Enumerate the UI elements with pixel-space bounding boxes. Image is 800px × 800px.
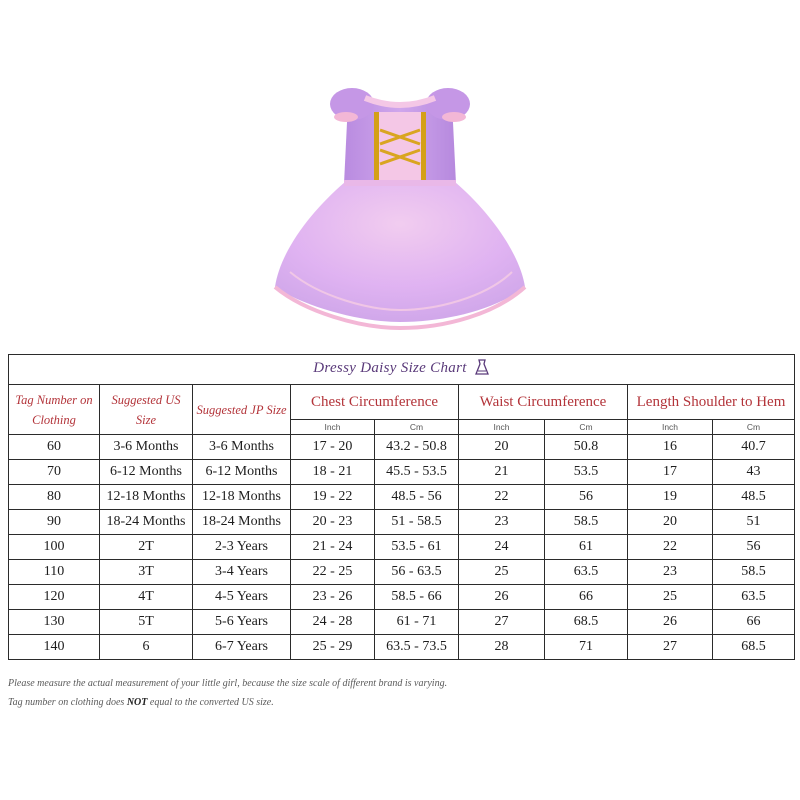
subheader-waist-inch: Inch bbox=[459, 420, 545, 435]
cell-chest-cm: 45.5 - 53.5 bbox=[375, 460, 459, 485]
cell-tag: 100 bbox=[9, 535, 100, 560]
cell-us: 3T bbox=[100, 560, 193, 585]
cell-waist-in: 22 bbox=[459, 485, 545, 510]
note-measure: Please measure the actual measurement of your little girl, because the size scale of different brand is varying. bbox=[8, 678, 448, 689]
cell-len-cm: 58.5 bbox=[713, 560, 795, 585]
table-row bbox=[9, 635, 795, 660]
cell-len-cm: 40.7 bbox=[713, 435, 795, 460]
cell-len-in: 19 bbox=[628, 485, 713, 510]
cell-len-in: 26 bbox=[628, 610, 713, 635]
cell-waist-in: 20 bbox=[459, 435, 545, 460]
table-row bbox=[9, 435, 795, 460]
cell-jp: 18-24 Months bbox=[193, 510, 291, 535]
cell-chest-cm: 56 - 63.5 bbox=[375, 560, 459, 585]
cell-len-cm: 63.5 bbox=[713, 585, 795, 610]
cell-tag: 70 bbox=[9, 460, 100, 485]
cell-chest-cm: 58.5 - 66 bbox=[375, 585, 459, 610]
cell-chest-in: 21 - 24 bbox=[291, 535, 375, 560]
cell-len-cm: 68.5 bbox=[713, 635, 795, 660]
header-waist: Waist Circumference bbox=[459, 385, 628, 420]
subheader-chest-cm: Cm bbox=[375, 420, 459, 435]
cell-tag: 60 bbox=[9, 435, 100, 460]
cell-us: 6 bbox=[100, 635, 193, 660]
cell-waist-in: 24 bbox=[459, 535, 545, 560]
size-rows bbox=[9, 435, 795, 660]
cell-jp: 3-4 Years bbox=[193, 560, 291, 585]
dress-icon bbox=[474, 359, 490, 380]
dress-illustration bbox=[250, 82, 550, 352]
table-row bbox=[9, 585, 795, 610]
cell-len-in: 20 bbox=[628, 510, 713, 535]
cell-us: 4T bbox=[100, 585, 193, 610]
subheader-length-cm: Cm bbox=[713, 420, 795, 435]
cell-chest-in: 22 - 25 bbox=[291, 560, 375, 585]
header-tag-number: Tag Number on Clothing bbox=[9, 385, 100, 435]
cell-chest-in: 17 - 20 bbox=[291, 435, 375, 460]
cell-chest-in: 25 - 29 bbox=[291, 635, 375, 660]
cell-jp: 12-18 Months bbox=[193, 485, 291, 510]
subheader-waist-cm: Cm bbox=[545, 420, 628, 435]
cell-chest-cm: 51 - 58.5 bbox=[375, 510, 459, 535]
cell-waist-cm: 63.5 bbox=[545, 560, 628, 585]
cell-us: 18-24 Months bbox=[100, 510, 193, 535]
cell-tag: 130 bbox=[9, 610, 100, 635]
cell-jp: 6-7 Years bbox=[193, 635, 291, 660]
cell-waist-in: 26 bbox=[459, 585, 545, 610]
cell-waist-cm: 68.5 bbox=[545, 610, 628, 635]
cell-us: 12-18 Months bbox=[100, 485, 193, 510]
cell-waist-in: 27 bbox=[459, 610, 545, 635]
cell-waist-cm: 66 bbox=[545, 585, 628, 610]
chart-title-text: Dressy Daisy Size Chart bbox=[313, 360, 467, 376]
cell-us: 3-6 Months bbox=[100, 435, 193, 460]
cell-waist-cm: 53.5 bbox=[545, 460, 628, 485]
chart-title bbox=[9, 355, 795, 385]
cell-len-in: 17 bbox=[628, 460, 713, 485]
cell-jp: 5-6 Years bbox=[193, 610, 291, 635]
cell-us: 2T bbox=[100, 535, 193, 560]
cell-jp: 2-3 Years bbox=[193, 535, 291, 560]
cell-chest-in: 24 - 28 bbox=[291, 610, 375, 635]
cell-waist-cm: 71 bbox=[545, 635, 628, 660]
cell-waist-in: 23 bbox=[459, 510, 545, 535]
cell-waist-in: 21 bbox=[459, 460, 545, 485]
cell-len-in: 22 bbox=[628, 535, 713, 560]
cell-tag: 110 bbox=[9, 560, 100, 585]
table-row bbox=[9, 485, 795, 510]
cell-waist-in: 25 bbox=[459, 560, 545, 585]
table-row bbox=[9, 560, 795, 585]
cell-len-in: 25 bbox=[628, 585, 713, 610]
cell-jp: 3-6 Months bbox=[193, 435, 291, 460]
subheader-chest-inch: Inch bbox=[291, 420, 375, 435]
header-length: Length Shoulder to Hem bbox=[628, 385, 795, 420]
cell-chest-in: 23 - 26 bbox=[291, 585, 375, 610]
cell-waist-cm: 56 bbox=[545, 485, 628, 510]
cell-jp: 6-12 Months bbox=[193, 460, 291, 485]
table-row bbox=[9, 535, 795, 560]
cell-tag: 120 bbox=[9, 585, 100, 610]
note-tag-post: equal to the converted US size. bbox=[147, 697, 274, 708]
cell-chest-in: 20 - 23 bbox=[291, 510, 375, 535]
note-tag-pre: Tag number on clothing does bbox=[8, 697, 127, 708]
cell-len-cm: 43 bbox=[713, 460, 795, 485]
cell-len-in: 23 bbox=[628, 560, 713, 585]
header-chest: Chest Circumference bbox=[291, 385, 459, 420]
size-chart-table bbox=[8, 354, 795, 660]
cell-us: 5T bbox=[100, 610, 193, 635]
cell-us: 6-12 Months bbox=[100, 460, 193, 485]
cell-chest-in: 18 - 21 bbox=[291, 460, 375, 485]
cell-chest-cm: 53.5 - 61 bbox=[375, 535, 459, 560]
header-jp-size: Suggested JP Size bbox=[193, 385, 291, 435]
cell-len-in: 27 bbox=[628, 635, 713, 660]
cell-waist-cm: 58.5 bbox=[545, 510, 628, 535]
dress-product-image bbox=[250, 82, 550, 352]
cell-len-cm: 48.5 bbox=[713, 485, 795, 510]
table-row bbox=[9, 510, 795, 535]
cell-len-cm: 66 bbox=[713, 610, 795, 635]
cell-chest-cm: 61 - 71 bbox=[375, 610, 459, 635]
cell-waist-in: 28 bbox=[459, 635, 545, 660]
cell-jp: 4-5 Years bbox=[193, 585, 291, 610]
cell-chest-cm: 48.5 - 56 bbox=[375, 485, 459, 510]
subheader-length-inch: Inch bbox=[628, 420, 713, 435]
header-us-size: Suggested US Size bbox=[100, 385, 193, 435]
cell-tag: 80 bbox=[9, 485, 100, 510]
cell-len-in: 16 bbox=[628, 435, 713, 460]
cell-len-cm: 51 bbox=[713, 510, 795, 535]
table-row bbox=[9, 460, 795, 485]
cell-chest-cm: 63.5 - 73.5 bbox=[375, 635, 459, 660]
cell-waist-cm: 61 bbox=[545, 535, 628, 560]
cell-tag: 140 bbox=[9, 635, 100, 660]
cell-chest-cm: 43.2 - 50.8 bbox=[375, 435, 459, 460]
cell-chest-in: 19 - 22 bbox=[291, 485, 375, 510]
cell-len-cm: 56 bbox=[713, 535, 795, 560]
table-row bbox=[9, 610, 795, 635]
note-tag bbox=[8, 697, 274, 708]
cell-waist-cm: 50.8 bbox=[545, 435, 628, 460]
cell-tag: 90 bbox=[9, 510, 100, 535]
note-tag-bold: NOT bbox=[126, 697, 148, 708]
